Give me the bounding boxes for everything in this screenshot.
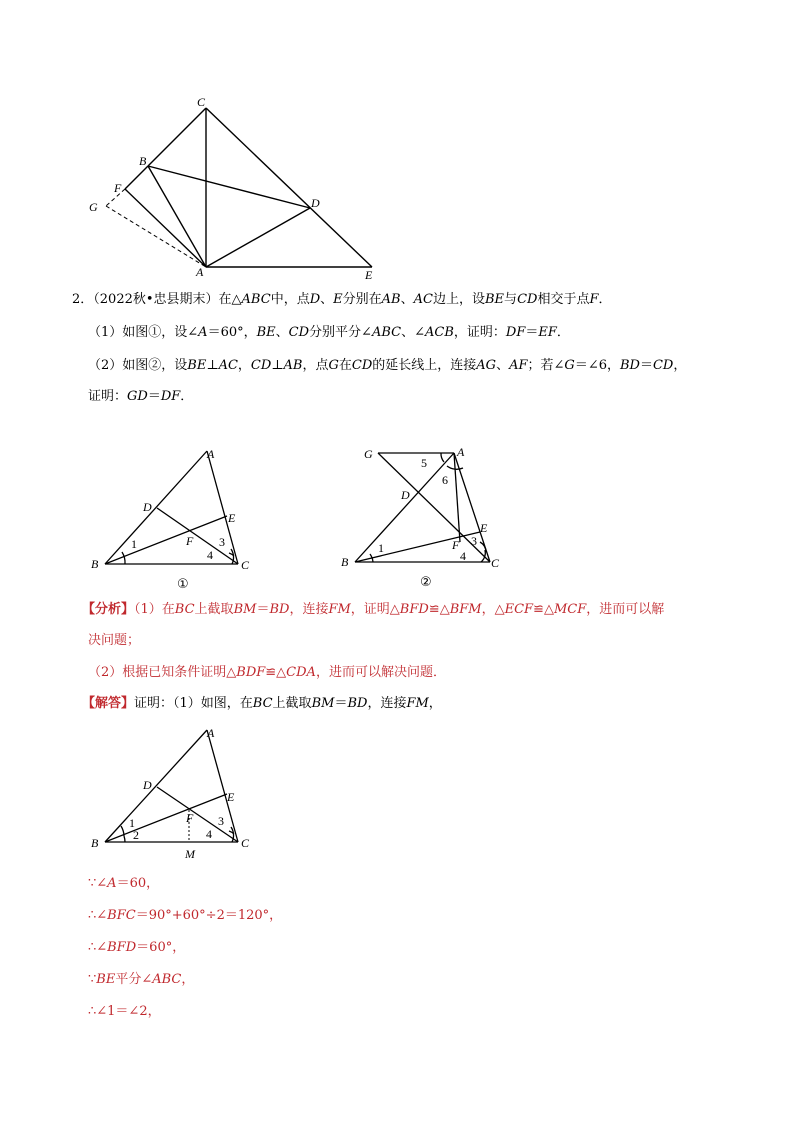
fig1-label-4: 4 — [207, 548, 213, 562]
label-G: G — [89, 200, 98, 214]
analysis-tag: 【分析】 — [82, 602, 135, 617]
figure-top-dashed — [106, 189, 206, 267]
solution-tag: 【解答】 — [82, 696, 135, 711]
problem-part2: （2）如图②，设BE⊥AC，CD⊥AB，点G在CD的延长线上，连接AG、AF；若∠G＝∠6，BD＝CD， — [88, 358, 687, 373]
analysis-line-3: （2）根据已知条件证明△BDF≌△CDA，进而可以解决问题． — [88, 665, 446, 680]
fig2-label-3: 3 — [471, 534, 477, 548]
fig2-label-A: A — [457, 445, 465, 459]
fig1-label-F: F — [186, 534, 194, 548]
figure-1 — [85, 440, 255, 595]
fig2-label-C: C — [491, 556, 500, 570]
step-5: ∴∠1＝∠2， — [88, 1004, 161, 1019]
label-C: C — [197, 95, 206, 109]
step-2: ∴∠BFC＝90°+60°÷2＝120°， — [88, 908, 283, 923]
label-B: B — [139, 154, 147, 168]
fig1-label-B: B — [91, 557, 99, 571]
problem-part1: （1）如图①，设∠A＝60°，BE、CD分别平分∠ABC、∠ACB，证明：DF＝EF． — [88, 325, 570, 340]
figure-2 — [340, 440, 520, 590]
label-F: F — [114, 181, 122, 195]
fig2-label-5: 5 — [421, 456, 427, 470]
fig3-label-M: M — [185, 847, 195, 861]
fig2-label-F: F — [452, 538, 460, 552]
fig3-label-B: B — [91, 836, 99, 850]
fig2-label-1: 1 — [378, 541, 384, 555]
step-3: ∴∠BFD＝60°， — [88, 940, 186, 955]
fig1-label-1: 1 — [131, 537, 137, 551]
figure-top-lines — [125, 108, 372, 267]
fig3-label-2: 2 — [133, 828, 139, 842]
fig2-label-E: E — [480, 521, 488, 535]
fig1-label-3: 3 — [219, 535, 225, 549]
fig2-label-4: 4 — [460, 549, 466, 563]
fig3-label-D: D — [143, 778, 152, 792]
step-4: ∵BE平分∠ABC， — [88, 972, 195, 987]
problem-stem: 2．（2022秋•忠县期末）在△ABC中，点D、E分别在AB、AC边上，设BE与CD相交于点F． — [72, 292, 612, 307]
analysis-line-2: 决问题； — [88, 633, 141, 648]
figure-1-caption: ① — [177, 577, 189, 592]
fig3-label-E: E — [227, 790, 235, 804]
fig3-label-1: 1 — [129, 816, 135, 830]
fig3-label-A: A — [207, 726, 215, 740]
label-A: A — [196, 265, 204, 279]
figure-top — [80, 90, 400, 290]
solution-line-1: 【解答】证明：（1）如图，在BC上截取BM＝BD，连接FM， — [82, 696, 442, 711]
fig3-label-4: 4 — [206, 827, 212, 841]
fig2-label-B: B — [341, 555, 349, 569]
fig1-label-A: A — [207, 447, 215, 461]
label-D: D — [311, 196, 320, 210]
fig2-label-6: 6 — [442, 473, 448, 487]
fig1-label-E: E — [228, 511, 236, 525]
fig3-label-F: F — [186, 811, 194, 825]
fig3-label-3: 3 — [218, 814, 224, 828]
figure-2-caption: ② — [420, 575, 432, 590]
fig1-label-C: C — [241, 558, 250, 572]
analysis-line-1: 【分析】（1）在BC上截取BM＝BD，连接FM，证明△BFD≌△BFM，△ECF≌△MCF，进而可以解 — [82, 602, 665, 617]
fig1-label-D: D — [143, 500, 152, 514]
step-1: ∵∠A＝60， — [88, 876, 160, 891]
fig3-label-C: C — [241, 836, 250, 850]
label-E: E — [365, 268, 373, 282]
fig2-label-G: G — [364, 447, 373, 461]
fig2-label-D: D — [401, 488, 410, 502]
figure-3 — [85, 722, 255, 862]
problem-part2-line2: 证明：GD＝DF． — [88, 389, 194, 404]
